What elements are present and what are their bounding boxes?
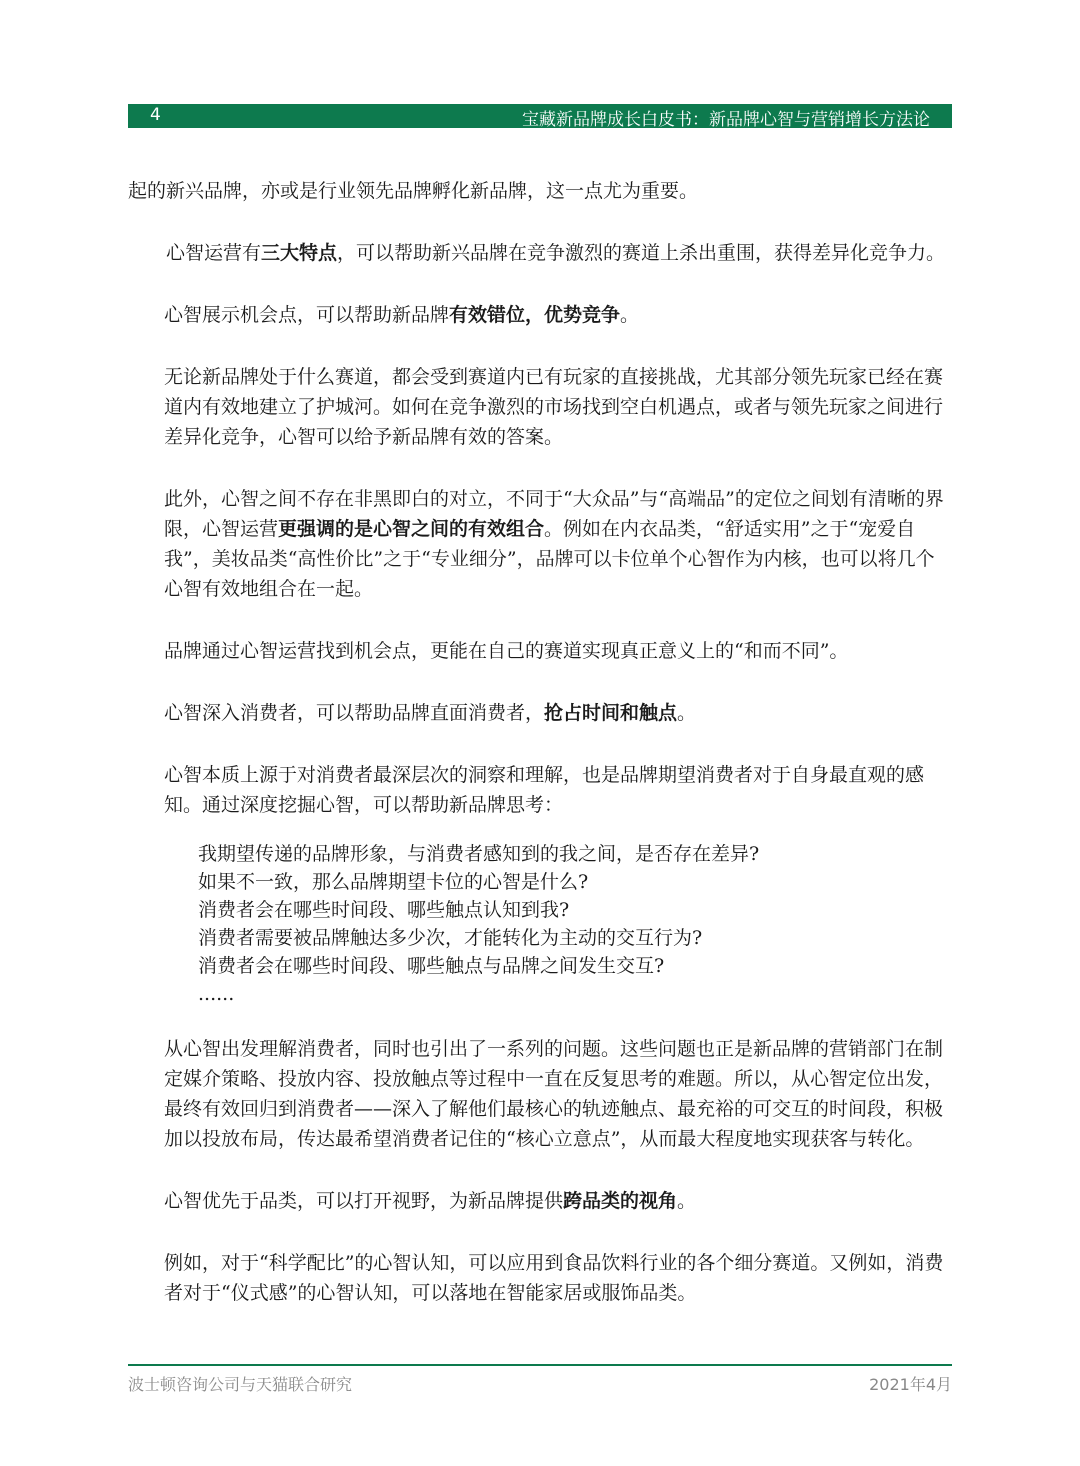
header-bar (128, 104, 952, 128)
list-item: 消费者需要被品牌触达多少次，才能转化为主动的交互行为? (198, 927, 703, 949)
footer-source: 波士顿咨询公司与天猫联合研究 (128, 1375, 353, 1394)
footer-divider (128, 1364, 952, 1366)
paragraph-8: 心智本质上源于对消费者最深层次的洞察和理解，也是品牌期望消费者对于自身最直观的感知。通过深度挖掘心智，可以帮助新品牌思考： (164, 764, 925, 816)
paragraph-2: 心智运营有三大特点，可以帮助新兴品牌在竞争激烈的赛道上杀出重围，获得差异化竞争力。 (166, 242, 946, 264)
list-item: 消费者会在哪些时间段、哪些触点与品牌之间发生交互? (198, 955, 665, 977)
bold-phrase: 跨品类的视角 (563, 1190, 678, 1212)
paragraph-7: 心智深入消费者，可以帮助品牌直面消费者，抢占时间和触点。 (164, 702, 697, 724)
bold-phrase: 抢占时间和触点 (544, 702, 678, 724)
bold-phrase: 三大特点 (261, 242, 338, 264)
bold-phrase: 有效错位，优势竞争 (449, 304, 621, 326)
bold-phrase: 更强调的是心智之间的有效组合 (278, 518, 545, 540)
paragraph-1: 起的新兴品牌，亦或是行业领先品牌孵化新品牌，这一点尤为重要。 (128, 180, 699, 202)
paragraph-11: 例如，对于“科学配比”的心智认知，可以应用到食品饮料行业的各个细分赛道。又例如，消费者对于“仪式感”的心智认知，可以落地在智能家居或服饰品类。 (164, 1252, 944, 1304)
paragraph-4: 无论新品牌处于什么赛道，都会受到赛道内已有玩家的直接挑战，尤其部分领先玩家已经在赛道内有效地建立了护城河。如何在竞争激烈的市场找到空白机遇点，或者与领先玩家之间进行差异化竞争，心智可以给予新品牌有效的答案。 (164, 366, 944, 448)
page-number: 4 (150, 105, 161, 125)
list-item: 如果不一致，那么品牌期望卡位的心智是什么? (198, 871, 589, 893)
paragraph-9: 从心智出发理解消费者，同时也引出了一系列的问题。这些问题也正是新品牌的营销部门在制定媒介策略、投放内容、投放触点等过程中一直在反复思考的难题。所以，从心智定位出发，最终有效回归到消费者——深入了解他们最核心的轨迹触点、最充裕的可交互的时间段，积极加以投放布局，传达最希望消费者记住的“核心立意点”，从而最大程度地实现获客与转化。 (164, 1038, 944, 1150)
paragraph-3: 心智展示机会点，可以帮助新品牌有效错位，优势竞争。 (164, 304, 640, 326)
list-item: ...... (198, 983, 235, 1005)
list-item: 我期望传递的品牌形象，与消费者感知到的我之间，是否存在差异? (198, 843, 760, 865)
paragraph-5: 此外，心智之间不存在非黑即白的对立，不同于“大众品”与“高端品”的定位之间划有清晰的界限，心智运营更强调的是心智之间的有效组合。例如在内衣品类，“舒适实用”之于“宠爱自我”，美妆品类“高性价比”之于“专业细分”，品牌可以卡位单个心智作为内核，也可以将几个心智有效地组合在一起。 (164, 488, 944, 600)
document-title: 宝藏新品牌成长白皮书：新品牌心智与营销增长方法论 (522, 110, 930, 130)
paragraph-6: 品牌通过心智运营找到机会点，更能在自己的赛道实现真正意义上的“和而不同”。 (164, 640, 849, 662)
list-item: 消费者会在哪些时间段、哪些触点认知到我? (198, 899, 570, 921)
paragraph-10: 心智优先于品类，可以打开视野，为新品牌提供跨品类的视角。 (164, 1190, 697, 1212)
page-content (128, 176, 952, 1308)
question-list (128, 840, 952, 1008)
footer-date: 2021年4月 (869, 1375, 952, 1394)
